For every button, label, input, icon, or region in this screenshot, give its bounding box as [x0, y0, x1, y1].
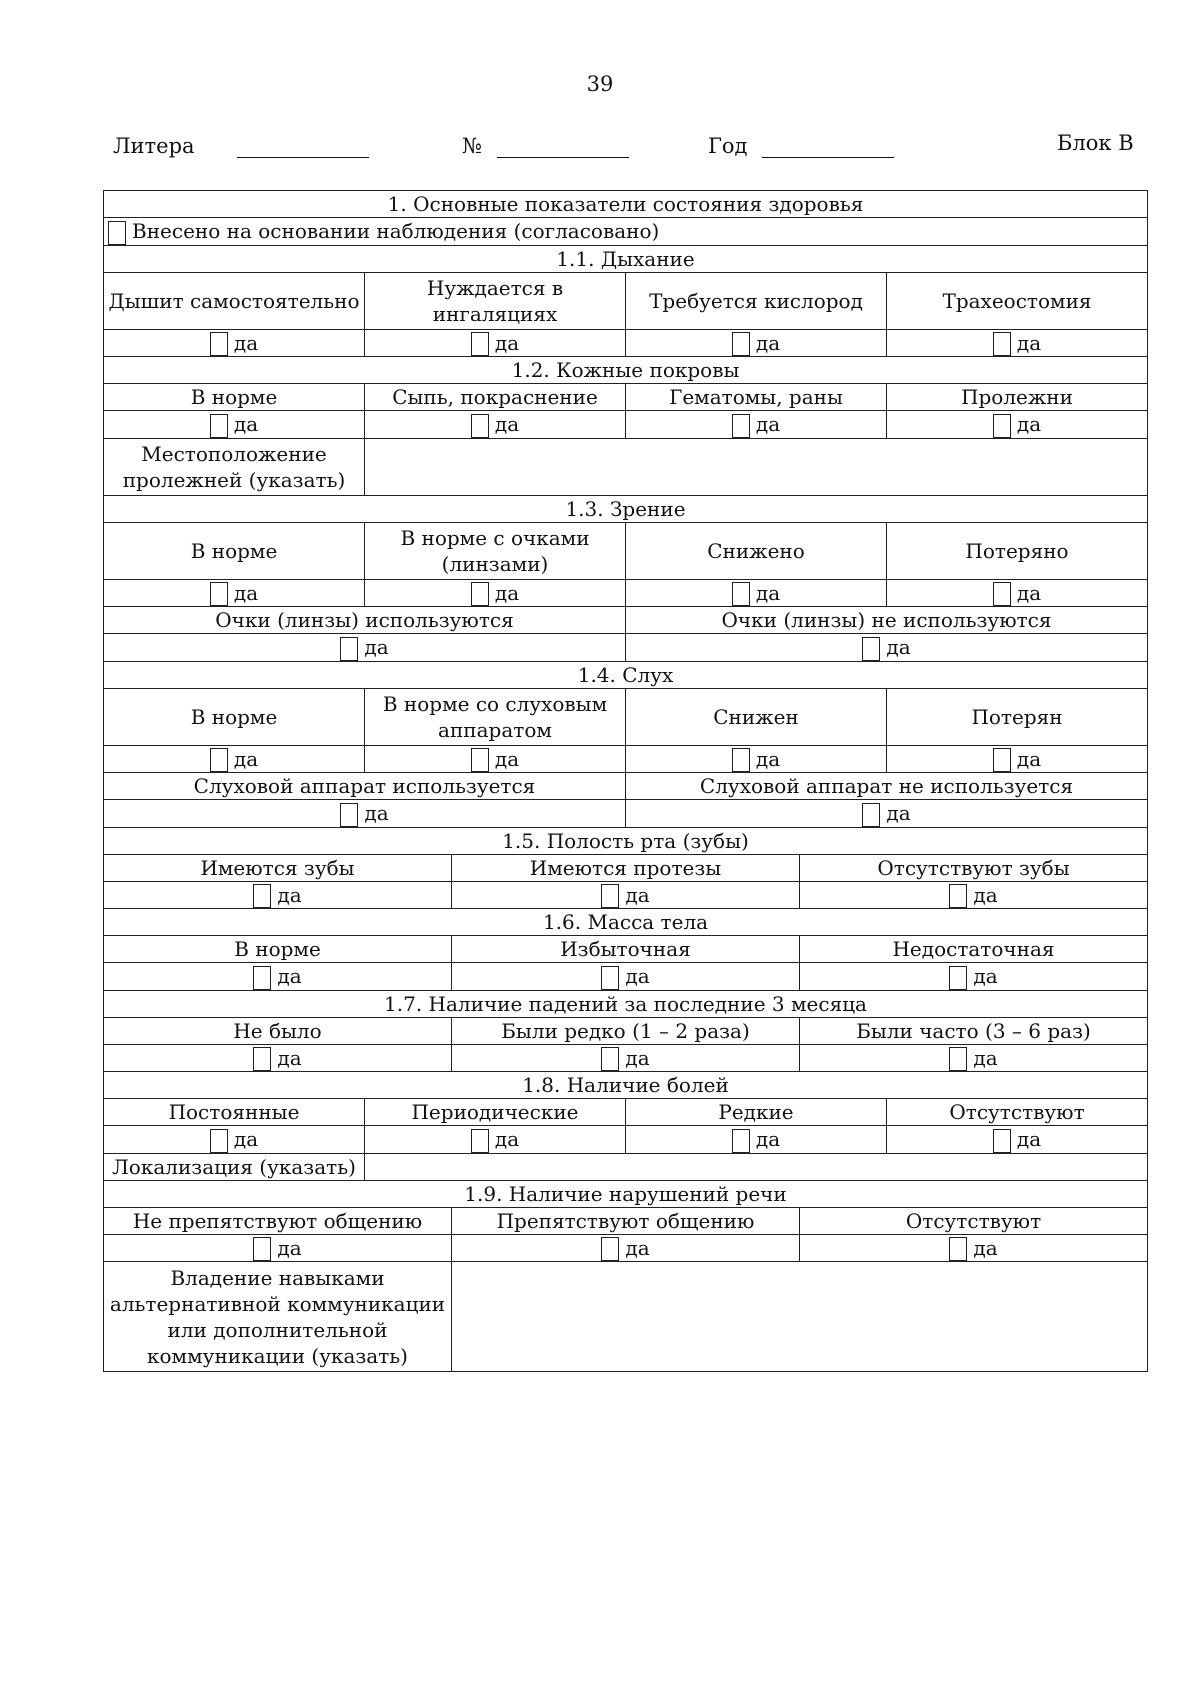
checkbox-cell — [626, 745, 887, 773]
falls-option: Не было — [104, 1017, 452, 1044]
checkbox[interactable] — [993, 414, 1011, 438]
checkbox-cell — [887, 411, 1148, 439]
speech-option: Отсутствуют — [800, 1207, 1148, 1234]
checkbox-label: да — [755, 412, 781, 436]
checkbox-cell — [104, 745, 365, 773]
checkbox[interactable] — [993, 748, 1011, 772]
checkbox-label: да — [494, 1127, 520, 1151]
observation-note: Внесено на основании наблюдения (согласовано) — [132, 219, 660, 243]
checkbox-label: да — [233, 412, 259, 436]
checkbox-cell — [365, 329, 626, 357]
checkbox-label: да — [755, 746, 781, 771]
main-title: 1. Основные показатели состояния здоровья — [104, 191, 1148, 218]
checkbox-label: да — [1016, 330, 1042, 355]
checkbox-cell — [365, 579, 626, 607]
checkbox-label: да — [1016, 746, 1042, 771]
block-label: Блок В — [1057, 131, 1134, 155]
section-1-5-title: 1.5. Полость рта (зубы) — [104, 827, 1148, 854]
checkbox-cell — [365, 411, 626, 439]
bedsore-location-input[interactable] — [365, 438, 1148, 495]
checkbox-label: да — [625, 1045, 650, 1070]
teeth-option: Имеются зубы — [104, 854, 452, 881]
checkbox-label: да — [755, 1127, 781, 1151]
checkbox-label: да — [277, 1235, 302, 1260]
checkbox-label: да — [1016, 580, 1042, 605]
section-1-7-title: 1.7. Наличие падений за последние 3 месяца — [104, 990, 1148, 1017]
checkbox[interactable] — [601, 884, 619, 908]
observation-note-row — [104, 218, 1148, 246]
weight-option: Избыточная — [452, 936, 800, 963]
checkbox-label: да — [364, 801, 389, 825]
checkbox-cell — [104, 1126, 365, 1154]
falls-option: Были редко (1 – 2 раза) — [452, 1017, 800, 1044]
number-input[interactable] — [497, 131, 629, 158]
section-1-1-title: 1.1. Дыхание — [104, 245, 1148, 272]
checkbox-label: да — [886, 635, 911, 659]
vision-option: Потеряно — [887, 522, 1148, 579]
checkbox-cell — [452, 1234, 800, 1262]
checkbox-cell — [365, 1126, 626, 1154]
skin-option: Сыпь, покраснение — [365, 384, 626, 411]
checkbox-label: да — [625, 882, 650, 907]
checkbox-label: да — [277, 964, 302, 988]
checkbox-cell — [104, 800, 626, 828]
checkbox-cell — [452, 1044, 800, 1072]
section-1-9-title: 1.9. Наличие нарушений речи — [104, 1180, 1148, 1207]
hearing-aid-option: Слуховой аппарат используется — [104, 773, 626, 800]
checkbox[interactable] — [732, 582, 750, 606]
checkbox[interactable] — [340, 637, 358, 661]
checkbox-cell — [365, 745, 626, 773]
checkbox-label: да — [277, 882, 302, 907]
checkbox-cell — [626, 579, 887, 607]
hearing-option: В норме со слуховым аппаратом — [365, 688, 626, 745]
checkbox[interactable] — [471, 332, 489, 356]
checkbox[interactable] — [862, 637, 880, 661]
checkbox[interactable] — [601, 1237, 619, 1261]
checkbox-label: да — [277, 1045, 302, 1070]
pain-location-input[interactable] — [365, 1153, 1148, 1180]
checkbox[interactable] — [601, 1047, 619, 1071]
checkbox[interactable] — [210, 332, 228, 356]
checkbox[interactable] — [732, 748, 750, 772]
number-field — [462, 131, 629, 158]
checkbox[interactable] — [253, 1237, 271, 1261]
checkbox[interactable] — [471, 582, 489, 606]
vision-option: В норме — [104, 522, 365, 579]
pain-option: Редкие — [626, 1099, 887, 1126]
litera-label: Литера — [113, 134, 195, 158]
skin-option: В норме — [104, 384, 365, 411]
checkbox-label: да — [625, 1235, 650, 1260]
falls-option: Были часто (3 – 6 раз) — [800, 1017, 1148, 1044]
vision-option: В норме с очками (линзами) — [365, 522, 626, 579]
checkbox-cell — [626, 634, 1148, 662]
checkbox[interactable] — [210, 582, 228, 606]
checkbox-label: да — [364, 635, 389, 659]
checkbox-cell — [800, 1044, 1148, 1072]
checkbox[interactable] — [732, 332, 750, 356]
checkbox-label: да — [886, 801, 911, 825]
checkbox-label: да — [233, 330, 259, 355]
checkbox-cell — [104, 329, 365, 357]
checkbox-cell — [104, 881, 452, 909]
section-1-3-title: 1.3. Зрение — [104, 495, 1148, 522]
checkbox-label: да — [1016, 412, 1042, 436]
pain-option: Постоянные — [104, 1099, 365, 1126]
checkbox[interactable] — [993, 1129, 1011, 1153]
number-label: № — [462, 134, 482, 158]
pain-location-label: Локализация (указать) — [104, 1153, 365, 1180]
breathing-option: Дышит самостоятельно — [104, 272, 365, 329]
checkbox-cell — [887, 579, 1148, 607]
checkbox[interactable] — [732, 414, 750, 438]
checkbox-label: да — [625, 964, 650, 988]
glasses-option: Очки (линзы) используются — [104, 607, 626, 634]
checkbox-label: да — [494, 412, 520, 436]
checkbox[interactable] — [732, 1129, 750, 1153]
checkbox-label: да — [973, 1235, 998, 1260]
communication-skills-input[interactable] — [452, 1262, 1148, 1372]
checkbox-cell — [104, 963, 452, 991]
speech-option: Препятствуют общению — [452, 1207, 800, 1234]
checkbox-cell — [104, 579, 365, 607]
checkbox[interactable] — [949, 1237, 967, 1261]
checkbox[interactable] — [210, 414, 228, 438]
checkbox-label: да — [755, 580, 781, 605]
checkbox-cell — [626, 1126, 887, 1154]
checkbox-cell — [887, 745, 1148, 773]
section-1-4-title: 1.4. Слух — [104, 661, 1148, 688]
checkbox[interactable] — [210, 748, 228, 772]
hearing-option: В норме — [104, 688, 365, 745]
section-1-8-title: 1.8. Наличие болей — [104, 1072, 1148, 1099]
checkbox-label: да — [755, 330, 781, 355]
checkbox-label: да — [494, 746, 520, 771]
breathing-option: Трахеостомия — [887, 272, 1148, 329]
skin-option: Гематомы, раны — [626, 384, 887, 411]
skin-option: Пролежни — [887, 384, 1148, 411]
communication-skills-label: Владение навыками альтернативной коммуникации или дополнительной коммуникации (указать) — [104, 1262, 452, 1372]
checkbox-cell — [800, 881, 1148, 909]
page-number: 39 — [586, 72, 614, 96]
checkbox-cell — [626, 800, 1148, 828]
section-1-6-title: 1.6. Масса тела — [104, 909, 1148, 936]
checkbox-label: да — [233, 746, 259, 771]
checkbox-label: да — [973, 964, 998, 988]
checkbox[interactable] — [993, 332, 1011, 356]
hearing-option: Снижен — [626, 688, 887, 745]
checkbox-cell — [104, 1234, 452, 1262]
litera-input[interactable] — [237, 131, 369, 158]
teeth-option: Имеются протезы — [452, 854, 800, 881]
breathing-option: Нуждается в ингаляциях — [365, 272, 626, 329]
section-1-2-title: 1.2. Кожные покровы — [104, 357, 1148, 384]
checkbox-label: да — [1016, 1127, 1042, 1151]
checkbox[interactable] — [210, 1129, 228, 1153]
year-label: Год — [708, 134, 748, 158]
checkbox-cell — [887, 1126, 1148, 1154]
checkbox[interactable] — [253, 966, 271, 990]
breathing-option: Требуется кислород — [626, 272, 887, 329]
weight-option: Недостаточная — [800, 936, 1148, 963]
teeth-option: Отсутствуют зубы — [800, 854, 1148, 881]
checkbox[interactable] — [471, 748, 489, 772]
observation-checkbox[interactable] — [108, 221, 126, 245]
checkbox[interactable] — [949, 884, 967, 908]
checkbox-label: да — [973, 1045, 998, 1070]
checkbox-label: да — [233, 1127, 259, 1151]
checkbox[interactable] — [471, 414, 489, 438]
checkbox-cell — [800, 1234, 1148, 1262]
checkbox-cell — [626, 411, 887, 439]
pain-option: Отсутствуют — [887, 1099, 1148, 1126]
checkbox-cell — [887, 329, 1148, 357]
checkbox-label: да — [233, 580, 259, 605]
checkbox[interactable] — [253, 884, 271, 908]
year-input[interactable] — [762, 131, 894, 158]
checkbox[interactable] — [471, 1129, 489, 1153]
checkbox[interactable] — [253, 1047, 271, 1071]
checkbox-cell — [452, 963, 800, 991]
speech-option: Не препятствуют общению — [104, 1207, 452, 1234]
checkbox[interactable] — [340, 803, 358, 827]
checkbox-cell — [104, 1044, 452, 1072]
weight-option: В норме — [104, 936, 452, 963]
glasses-option: Очки (линзы) не используются — [626, 607, 1148, 634]
checkbox-label: да — [973, 882, 998, 907]
hearing-aid-option: Слуховой аппарат не используется — [626, 773, 1148, 800]
pain-option: Периодические — [365, 1099, 626, 1126]
checkbox-cell — [452, 881, 800, 909]
checkbox[interactable] — [862, 803, 880, 827]
checkbox-label: да — [494, 330, 520, 355]
checkbox-cell — [104, 634, 626, 662]
checkbox[interactable] — [993, 582, 1011, 606]
litera-field — [113, 131, 369, 158]
checkbox-label: да — [494, 580, 520, 605]
year-field — [708, 131, 894, 158]
checkbox-cell — [104, 411, 365, 439]
checkbox-cell — [626, 329, 887, 357]
checkbox[interactable] — [949, 1047, 967, 1071]
hearing-option: Потерян — [887, 688, 1148, 745]
bedsore-location-label: Местоположение пролежней (указать) — [104, 438, 365, 495]
checkbox[interactable] — [949, 966, 967, 990]
checkbox[interactable] — [601, 966, 619, 990]
health-indicators-table — [103, 190, 1148, 1372]
vision-option: Снижено — [626, 522, 887, 579]
checkbox-cell — [800, 963, 1148, 991]
